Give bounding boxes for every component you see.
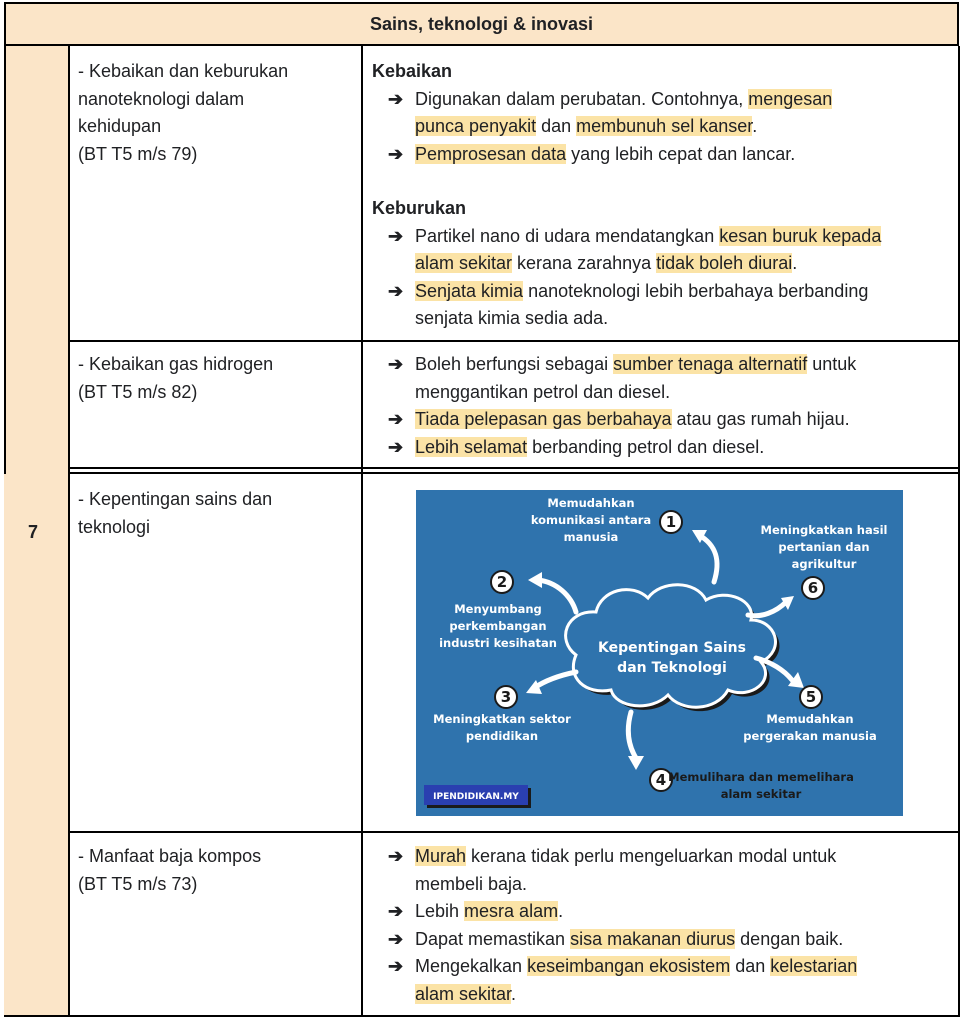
arrow-icon: ➔ (388, 143, 404, 164)
text: kerana zarahnya (512, 253, 657, 273)
center-line-1: Kepentingan Sains (598, 640, 746, 656)
kepentingan-infographic (416, 490, 903, 816)
text: berbanding petrol dan diesel. (527, 436, 765, 457)
text: dengan baik. (735, 928, 844, 949)
content-baja-kompos (372, 843, 952, 1008)
row-divider-2a (68, 467, 960, 469)
item-3-line-1: Meningkatkan sektor (433, 712, 571, 726)
text: Partikel nano di udara mendatangkan (415, 225, 720, 246)
highlight-text: Lebih selamat (415, 436, 528, 457)
watermark-text: IPENDIDIKAN.MY (433, 792, 519, 802)
badge-5: 5 (805, 688, 817, 706)
table-border-col2 (361, 46, 363, 1016)
topic-reference: (BT T5 m/s 82) (78, 381, 198, 402)
list-item (372, 351, 952, 406)
list-item (372, 141, 952, 169)
content-gas-hidrogen (372, 351, 952, 461)
highlight-text: punca penyakit (415, 116, 537, 136)
item-5-line-1: Memudahkan (766, 712, 854, 726)
row-divider-1 (68, 340, 960, 342)
highlight-text: mengesan (748, 88, 833, 109)
topic-line: kehidupan (78, 116, 162, 136)
table-border-col1 (68, 46, 70, 1016)
highlight-text: kelestarian (770, 956, 858, 976)
arrow-icon: ➔ (388, 436, 404, 457)
highlight-text: Pemprosesan data (415, 143, 567, 164)
badge-1: 1 (665, 513, 677, 531)
arrow-icon: ➔ (388, 956, 404, 976)
item-1-line-3: manusia (563, 530, 619, 544)
text: dan (536, 116, 577, 136)
table-border-bottom (4, 1015, 960, 1017)
item-1-line-2: komunikasi antara (530, 513, 652, 527)
keburukan-list (372, 223, 952, 333)
text: menggantikan petrol dan diesel. (415, 381, 671, 402)
arrow-icon: ➔ (388, 354, 404, 374)
text: . (752, 116, 758, 136)
badge-4: 4 (655, 771, 667, 789)
text: kerana tidak perlu mengeluarkan modal untuk (466, 846, 837, 866)
arrow-icon: ➔ (388, 88, 404, 109)
text: . (558, 901, 564, 921)
list-item (372, 434, 952, 462)
text: . (511, 983, 517, 1004)
table-border-left (4, 46, 6, 474)
highlight-text: tidak boleh diurai (656, 253, 793, 273)
highlight-text: Murah (415, 846, 467, 866)
item-1-line-1: Memudahkan (547, 496, 635, 510)
arrow-icon: ➔ (388, 409, 404, 429)
topic-reference: (BT T5 m/s 79) (78, 143, 198, 164)
item-2-line-1: Menyumbang (454, 602, 542, 616)
list-item (372, 843, 952, 898)
list-item (372, 953, 952, 1008)
kebaikan-heading: Kebaikan (372, 61, 453, 81)
list-item (372, 278, 952, 333)
highlight-text: mesra alam (464, 901, 559, 921)
item-4-line-2: alam sekitar (720, 787, 802, 801)
badge-2: 2 (496, 573, 508, 591)
text: nanoteknologi lebih berbahaya berbanding (523, 280, 869, 301)
topic-kepentingan-sains (78, 486, 348, 541)
topic-line: - Kebaikan dan keburukan (78, 61, 289, 81)
text: untuk (807, 354, 857, 374)
arrow-icon: ➔ (388, 846, 404, 866)
item-6-line-1: Meningkatkan hasil (760, 523, 888, 537)
list-item (372, 406, 952, 434)
item-4-line-1: Memulihara dan memelihara (668, 770, 854, 784)
highlight-text: sisa makanan diurus (570, 928, 736, 949)
row-number: 7 (28, 522, 39, 542)
arrow-icon: ➔ (388, 901, 404, 921)
badge-3: 3 (500, 688, 512, 706)
kompos-list (372, 843, 952, 1008)
highlight-text: keseimbangan ekosistem (527, 956, 731, 976)
text: Lebih (415, 901, 465, 921)
row-divider-2b (68, 472, 960, 474)
text: Dapat memastikan (415, 928, 571, 949)
highlight-text: Tiada pelepasan gas berbahaya (415, 409, 672, 429)
topic-reference: (BT T5 m/s 73) (78, 873, 198, 894)
arrow-icon: ➔ (388, 928, 404, 949)
arrow-icon: ➔ (388, 225, 404, 246)
content-nanoteknologi (372, 58, 952, 333)
item-6-line-3: agrikultur (791, 557, 857, 571)
item-3-line-2: pendidikan (465, 729, 539, 743)
badge-6: 6 (807, 579, 819, 597)
highlight-text: alam sekitar (415, 983, 512, 1004)
watermark-badge (424, 785, 531, 808)
arrow-icon: ➔ (388, 280, 404, 301)
text: atau gas rumah hijau. (671, 409, 850, 429)
highlight-text: alam sekitar (415, 253, 513, 273)
topic-line: nanoteknologi dalam (78, 88, 245, 109)
topic-line: teknologi (78, 516, 151, 537)
list-item (372, 223, 952, 278)
item-6-line-2: pertanian dan (778, 540, 870, 554)
list-item (372, 898, 952, 926)
text: dan (730, 956, 771, 976)
center-line-2: dan Teknologi (617, 660, 727, 676)
topic-line: - Kebaikan gas hidrogen (78, 354, 274, 374)
topic-nanoteknologi (78, 58, 348, 168)
kebaikan-list (372, 86, 952, 169)
topic-line: - Manfaat baja kompos (78, 846, 262, 866)
item-2-line-2: perkembangan (449, 619, 547, 633)
table-border-right (958, 46, 960, 1016)
text: yang lebih cepat dan lancar. (566, 143, 796, 164)
table-header (4, 2, 959, 46)
text: Boleh berfungsi sebagai (415, 354, 614, 374)
text: Mengekalkan (415, 956, 528, 976)
topic-gas-hidrogen (78, 351, 348, 406)
row-divider-3 (68, 831, 960, 833)
highlight-text: membunuh sel kanser (576, 116, 753, 136)
list-item (372, 926, 952, 954)
highlight-text: Senjata kimia (415, 280, 524, 301)
text: membeli baja. (415, 873, 528, 894)
list-item (372, 86, 952, 141)
highlight-text: kesan buruk kepada (719, 225, 882, 246)
table-title: Sains, teknologi & inovasi (369, 13, 594, 34)
topic-line: - Kepentingan sains dan (78, 489, 273, 509)
text: senjata kimia sedia ada. (415, 308, 609, 328)
keburukan-heading: Keburukan (372, 198, 467, 218)
hidrogen-list (372, 351, 952, 461)
item-5-line-2: pergerakan manusia (743, 729, 877, 743)
item-2-line-3: industri kesihatan (439, 636, 557, 650)
text: Digunakan dalam perubatan. Contohnya, (415, 88, 749, 109)
topic-baja-kompos (78, 843, 348, 898)
text: . (792, 253, 798, 273)
highlight-text: sumber tenaga alternatif (613, 354, 808, 374)
